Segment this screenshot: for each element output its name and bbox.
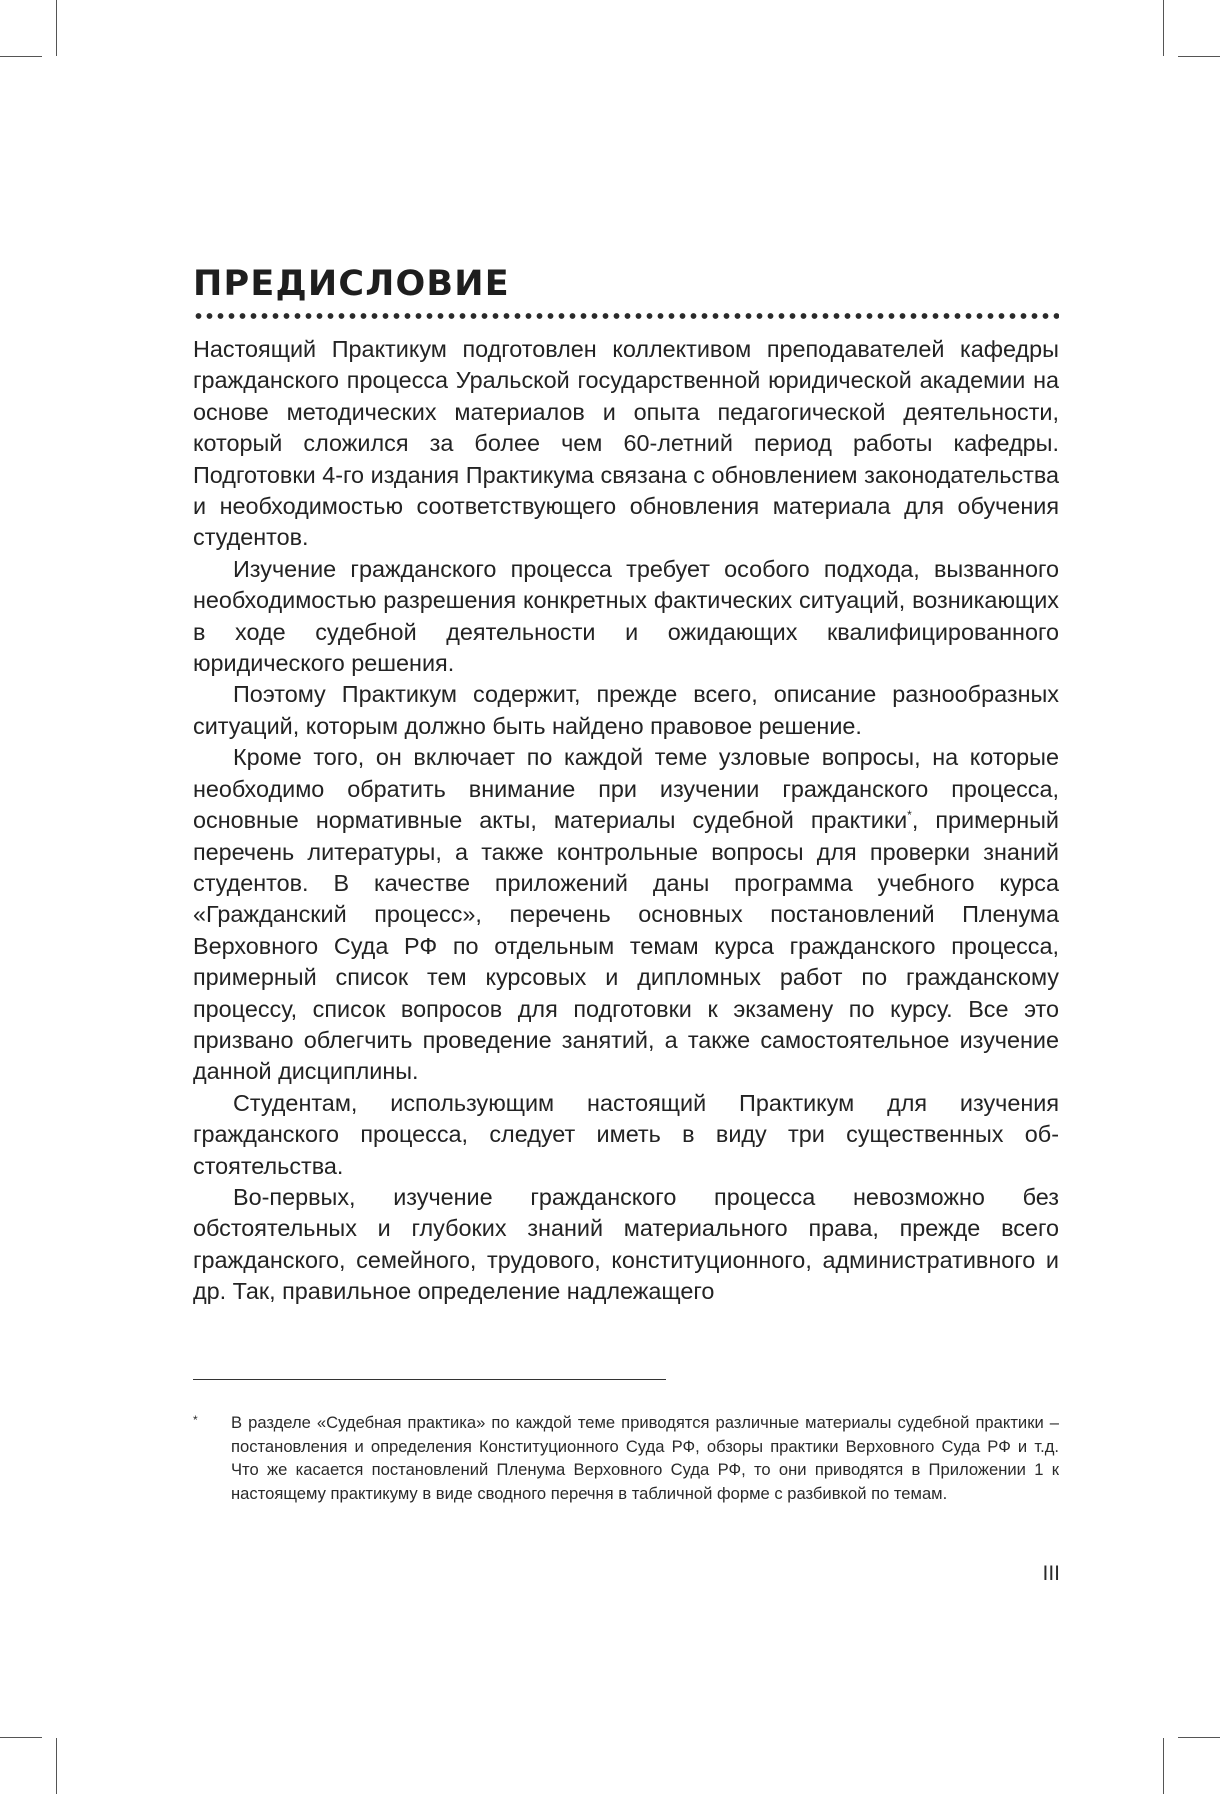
paragraph: Во-первых, изучение гражданского процесса невозможно без обстоятельных и глубоких знаний материального права, прежде всего гражданского, семейного, трудового, конституционного, административного и др. Так, правильное определение надлежащего (193, 1183, 1059, 1305)
paragraph-text: Кроме того, он включает по каждой теме узловые вопросы, на которые необходимо обратить внимание при изучении гражданского процесса, основные нормативные акты, материалы судебной практики (193, 744, 1059, 834)
footnote-text: В разделе «Судебная практика» по каждой теме приводятся различные материалы судебной практики – постановления и определения Конституционного Суда РФ, обзоры практики Верховного Суда РФ и т.д. Что же касается постановлений Пленума Верховного Суда РФ, то они приводятся в Приложении 1 к настоящему практикуму в виде сводного перечня в табличной форме с разбивкой по темам. (231, 1413, 1059, 1503)
page-title: ПРЕДИСЛОВИЕ (193, 264, 510, 304)
crop-mark-top-left (56, 0, 57, 56)
footnote (193, 1411, 1059, 1505)
crop-mark-bottom-left (56, 1738, 57, 1794)
body-text (193, 334, 1059, 1308)
page-number: III (1042, 1562, 1060, 1585)
crop-mark-bottom-right (1178, 1737, 1220, 1738)
page-content (193, 258, 1059, 1308)
paragraph: Изучение гражданского процесса требует особого подхода, вызванного необходимостью разрешения конкретных фактических ситуаций, возникающих в ходе судебной деятельности и ожидающих квалифицированного юридического решения. (193, 555, 1059, 677)
crop-mark-top-right (1163, 0, 1164, 56)
paragraph (193, 742, 1059, 1087)
paragraph: Поэтому Практикум содержит, прежде всего, описание разнообразных ситуаций, которым должно быть найдено правовое решение. (193, 681, 1059, 739)
crop-mark-top-left (0, 56, 42, 57)
footnote-mark: * (193, 1413, 198, 1427)
crop-mark-bottom-right (1163, 1738, 1164, 1794)
dotted-rule (193, 312, 1059, 320)
footnote-reference[interactable]: * (907, 808, 912, 823)
paragraph: Настоящий Практикум подготовлен коллективом преподавателей кафедры гражданского процесса Уральской государственной юридической академии на основе методических материалов и опыта педагогической деятельности, который сложился за более чем 60-летний период работы кафедры. Подготовки 4-го издания Практикума связана с обновлением законодательства и необходимостью соответствующего обновления материала для обучения студентов. (193, 336, 1059, 551)
crop-mark-bottom-left (0, 1737, 42, 1738)
paragraph: Студентам, использующим настоящий Практикум для изучения гражданского процесса, следует иметь в виду три существенных обстоятельства. (193, 1089, 1059, 1179)
paragraph-text: , примерный перечень литературы, а также контрольные вопросы для проверки знаний студентов. В качестве приложений даны программа учебного курса «Гражданский процесс», перечень основных постановлений Пленума Верховного Суда РФ по отдельным темам курса гражданского процесса, примерный список тем курсовых и дипломных работ по гражданскому процессу, список вопросов для подготовки к экзамену по курсу. Все это призвано облегчить проведение занятий, а также самостоятельное изучение данной дисциплины. (193, 807, 1059, 1085)
footnote-separator (193, 1379, 666, 1380)
crop-mark-top-right (1178, 56, 1220, 57)
